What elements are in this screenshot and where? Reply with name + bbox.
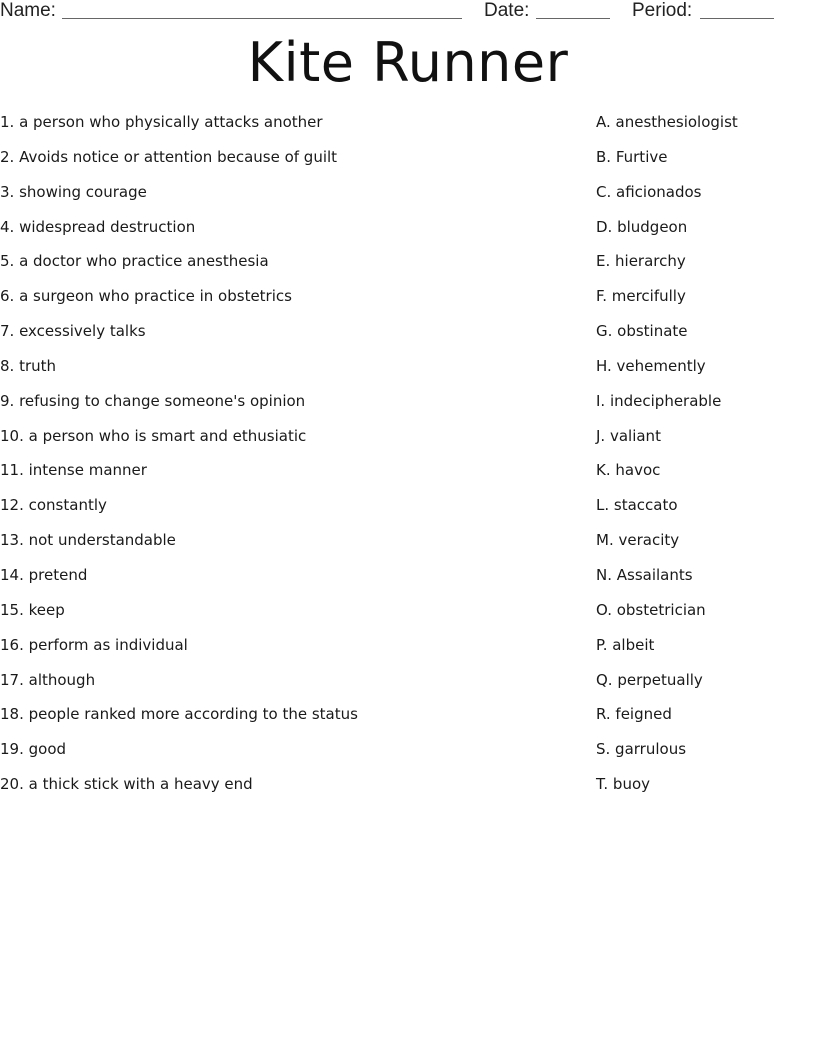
answer-item: K. havoc (596, 461, 661, 480)
answer-item: L. staccato (596, 496, 678, 515)
clue-item: 17. although (0, 670, 96, 689)
answer-item: B. Furtive (596, 147, 668, 166)
answer-item: Q. perpetually (596, 670, 703, 689)
answer-item: E. hierarchy (596, 252, 686, 271)
clue-item: 10. a person who is smart and ethusiatic (0, 426, 307, 445)
period-label: Period: (632, 0, 693, 21)
page-title: Kite Runner (247, 31, 569, 94)
answer-item: J. valiant (596, 426, 661, 445)
answer-item: P. albeit (596, 635, 655, 654)
answer-item: G. obstinate (596, 322, 688, 341)
clue-item: 8. truth (0, 356, 57, 375)
clue-item: 19. good (0, 740, 67, 759)
clue-item: 13. not understandable (0, 531, 176, 550)
clue-item: 14. pretend (0, 565, 88, 584)
answer-item: T. buoy (596, 775, 651, 794)
period-field[interactable] (700, 18, 774, 19)
clue-item: 6. a surgeon who practice in obstetrics (0, 287, 292, 306)
clue-item: 4. widespread destruction (0, 217, 196, 236)
clue-item: 20. a thick stick with a heavy end (0, 775, 253, 794)
clue-item: 7. excessively talks (0, 322, 146, 341)
answer-item: I. indecipherable (596, 391, 722, 410)
answer-item: H. vehemently (596, 356, 706, 375)
answer-item: F. mercifully (596, 287, 686, 306)
answer-item: R. feigned (596, 705, 672, 724)
answer-item: A. anesthesiologist (596, 113, 738, 131)
clue-item: 1. a person who physically attacks another (0, 113, 323, 131)
clue-item: 5. a doctor who practice anesthesia (0, 252, 269, 271)
clue-item: 15. keep (0, 600, 65, 619)
answer-item: D. bludgeon (596, 217, 688, 236)
name-field[interactable] (62, 18, 462, 19)
clue-item: 2. Avoids notice or attention because of guilt (0, 147, 338, 166)
clue-list (0, 110, 560, 807)
worksheet-header (0, 0, 816, 22)
date-field[interactable] (536, 18, 610, 19)
answer-item: O. obstetrician (596, 600, 706, 619)
clue-item: 18. people ranked more according to the status (0, 705, 358, 724)
answer-item: C. aficionados (596, 182, 702, 201)
answer-item: M. veracity (596, 531, 680, 550)
answer-item: S. garrulous (596, 740, 687, 759)
date-label: Date: (484, 0, 530, 21)
clue-item: 9. refusing to change someone's opinion (0, 391, 306, 410)
clue-item: 16. perform as individual (0, 635, 188, 654)
clue-item: 11. intense manner (0, 461, 147, 480)
name-label: Name: (0, 0, 56, 21)
clue-item: 3. showing courage (0, 182, 147, 201)
answer-item: N. Assailants (596, 565, 693, 584)
clue-item: 12. constantly (0, 496, 107, 515)
answer-list (596, 110, 806, 807)
